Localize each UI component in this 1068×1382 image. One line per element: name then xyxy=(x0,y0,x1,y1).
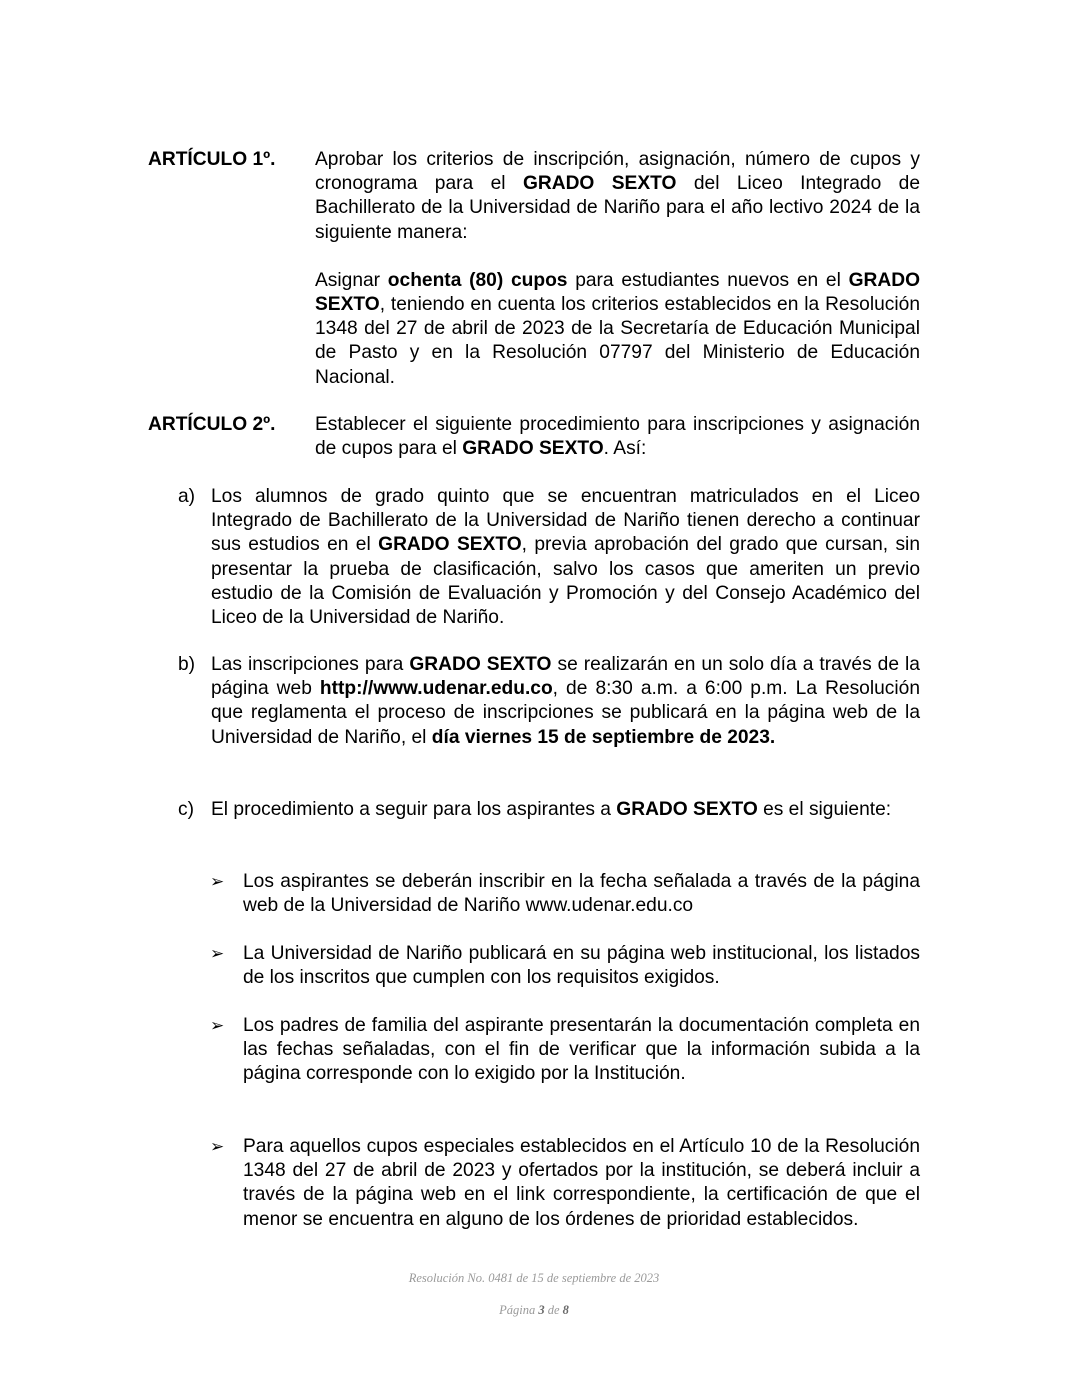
bullet-item xyxy=(210,1014,920,1087)
bullet-text: Los padres de familia del aspirante presentarán la documentación completa en las fechas señaladas, con el fin de verificar que la información subida a la página corresponde con lo exigido por la Institución. xyxy=(243,1015,920,1085)
list-item-letter: c) xyxy=(178,799,194,820)
page-word: Página xyxy=(499,1303,536,1317)
text-run: se realizarán en un solo día a través de la página web xyxy=(211,654,920,700)
arrow-bullet-icon: ➢ xyxy=(210,944,225,963)
website-link[interactable]: http://www.udenar.edu.co xyxy=(319,678,553,700)
bullet-text: Los aspirantes se deberán inscribir en la fecha señalada a través de la página web de la Universidad de Nariño www.udenar.edu.co xyxy=(243,871,920,917)
text-run: del Liceo Integrado de Bachillerato de la Universidad de Nariño para el año lectivo 2024 de la siguiente manera: xyxy=(315,173,920,243)
text-run: Asignar xyxy=(315,269,388,291)
list-item-c xyxy=(178,798,920,822)
list-item-b xyxy=(178,653,920,750)
bold-run: GRADO SEXTO xyxy=(462,438,604,460)
text-run: Los alumnos de grado quinto que se encuentran matriculados en el Liceo Integrado de Bachillerato de la Universidad de Nariño tienen derecho a continuar sus estudios en el xyxy=(211,486,920,556)
list-item-body xyxy=(211,798,920,822)
bold-run: día viernes 15 de septiembre de 2023. xyxy=(431,726,776,748)
text-run: Las inscripciones para xyxy=(211,654,410,675)
list-item-a xyxy=(178,485,920,630)
bullet-item xyxy=(210,870,920,918)
article-1-label: ARTÍCULO 1º. xyxy=(148,149,276,170)
bullet-text: Para aquellos cupos especiales establecidos en el Artículo 10 de la Resolución 1348 del 27 de abril de 2023 y ofertados por la institución, se deberá incluir a través de la página web en el link correspondiente, la certificación de que el menor se encuentra en alguno de los órdenes de prioridad establecidos. xyxy=(243,1136,920,1230)
page-current: 3 xyxy=(538,1303,545,1317)
text-run: Aprobar los criterios de inscripción, asignación, número de cupos y cronograma para el xyxy=(315,149,920,195)
text-run: es el siguiente: xyxy=(757,799,892,820)
bold-run: GRADO SEXTO xyxy=(315,269,920,316)
article-1 xyxy=(148,148,920,390)
article-2-label: ARTÍCULO 2º. xyxy=(148,414,276,435)
page-total: 8 xyxy=(562,1303,569,1317)
article-2-body xyxy=(315,413,920,461)
list-item-letter: b) xyxy=(178,654,196,675)
page-of: de xyxy=(547,1303,560,1317)
bold-run: GRADO SEXTO xyxy=(378,534,522,556)
article-2 xyxy=(148,413,920,461)
text-run: , previa aprobación del grado que cursan, sin presentar la prueba de clasificación, salvo los casos que ameriten un previo estudio de la Comisión de Evaluación y Promoción y del Consejo Académico del Liceo de la Universidad de Nariño. xyxy=(211,534,920,629)
text-run: . Así: xyxy=(603,438,647,460)
text-run: , teniendo en cuenta los criterios establecidos en la Resolución 1348 del 27 de abril de 2023 de la Secretaría de Educación Municipal de Pasto y en la Resolución 07797 del Ministerio de Educación Nacional. xyxy=(315,294,920,388)
arrow-bullet-icon: ➢ xyxy=(210,1016,225,1035)
bold-run: GRADO SEXTO xyxy=(522,173,677,195)
bullet-text: La Universidad de Nariño publicará en su página web institucional, los listados de los inscritos que cumplen con los requisitos exigidos. xyxy=(243,943,920,989)
bullet-item xyxy=(210,942,920,990)
text-run: , de 8:30 a.m. a 6:00 p.m. La Resolución que reglamenta el proceso de inscripciones se publicará en la página web de la Universidad de Nariño, el xyxy=(211,678,920,748)
text-run: Establecer el siguiente procedimiento para inscripciones y asignación de cupos para el xyxy=(315,414,920,460)
article-1-paragraph-2 xyxy=(315,269,920,390)
footer-resolution: Resolución No. 0481 de 15 de septiembre de 2023 xyxy=(408,1271,660,1285)
footer-page-number xyxy=(0,1303,1068,1318)
bold-run: ochenta (80) cupos xyxy=(387,269,568,291)
text-run: para estudiantes nuevos en el xyxy=(567,269,849,291)
text-run: El procedimiento a seguir para los aspirantes a xyxy=(211,799,617,820)
arrow-bullet-icon: ➢ xyxy=(210,872,225,891)
arrow-bullet-icon: ➢ xyxy=(210,1137,225,1156)
list-item-body xyxy=(211,485,920,630)
bold-run: GRADO SEXTO xyxy=(616,799,758,820)
article-1-body xyxy=(315,148,920,390)
list-item-letter: a) xyxy=(178,486,196,507)
list-item-body xyxy=(211,653,920,750)
bullet-item xyxy=(210,1135,920,1232)
bold-run: GRADO SEXTO xyxy=(409,654,552,675)
article-1-paragraph-1 xyxy=(315,148,920,245)
